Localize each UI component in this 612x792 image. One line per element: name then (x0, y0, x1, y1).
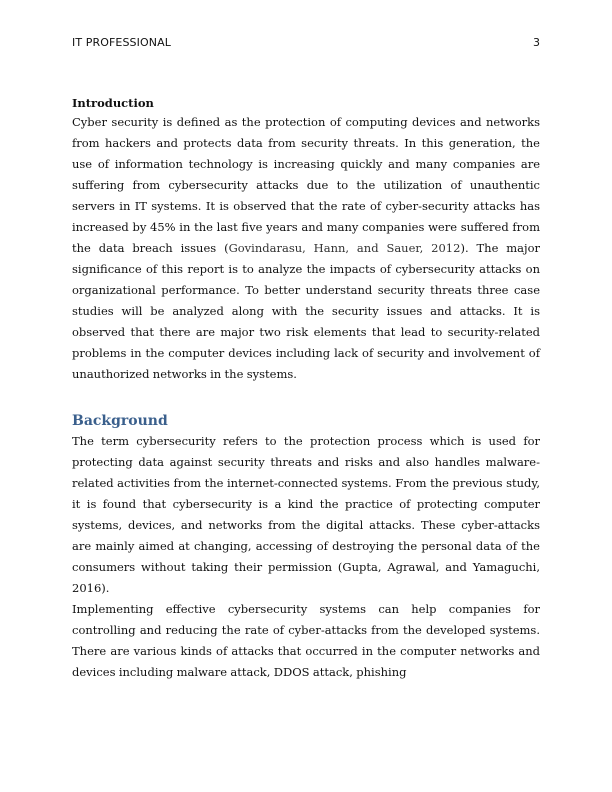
introduction-heading: Introduction (72, 96, 154, 110)
introduction-text-start: Cyber security is defined as the protection of computing devices and networks from hackers and protects data from security threats. In this generation, the use of information technology is increasing quickly and many companies are suffering from cybersecurity attacks due to the utilization of unauthentic servers in IT systems. It is observed that the rate of cyber-security attacks has increased by 45% in the last five years and many companies were suffered from the data breach issues ( (72, 115, 540, 255)
page-number: 3 (533, 36, 540, 49)
background-paragraph-1: The term cybersecurity refers to the protection process which is used for protecting data against security threats and risks and also handles malware-related activities from the internet-connected systems. From the previous study, it is found that cybersecurity is a kind the practice of protecting computer systems, devices, and networks from the digital attacks. These cyber-attacks are mainly aimed at changing, accessing of destroying the personal data of the consumers without taking their permission (Gupta, Agrawal, and Yamaguchi, 2016). (72, 434, 540, 595)
introduction-citation: Govindarasu, Hann, and Sauer, 2012 (228, 241, 461, 255)
introduction-paragraph (72, 112, 540, 385)
running-head (72, 36, 540, 50)
introduction-text-end: ). The major significance of this report is to analyze the impacts of cybersecurity attacks on organizational performance. To better understand security threats three case studies will be analyzed along with the security issues and attacks. It is observed that there are major two risk elements that lead to security-related problems in the computer devices including lack of security and involvement of unauthorized networks in the systems. (72, 241, 541, 381)
background-paragraph-2: Implementing effective cybersecurity systems can help companies for controlling and reducing the rate of cyber-attacks from the developed systems. There are various kinds of attacks that occurred in the computer networks and devices including malware attack, DDOS attack, phishing (72, 602, 540, 679)
running-head-title: IT PROFESSIONAL (72, 36, 171, 49)
document-body (72, 94, 540, 683)
background-section (72, 411, 540, 683)
introduction-section (72, 94, 540, 385)
background-heading: Background (72, 413, 168, 429)
